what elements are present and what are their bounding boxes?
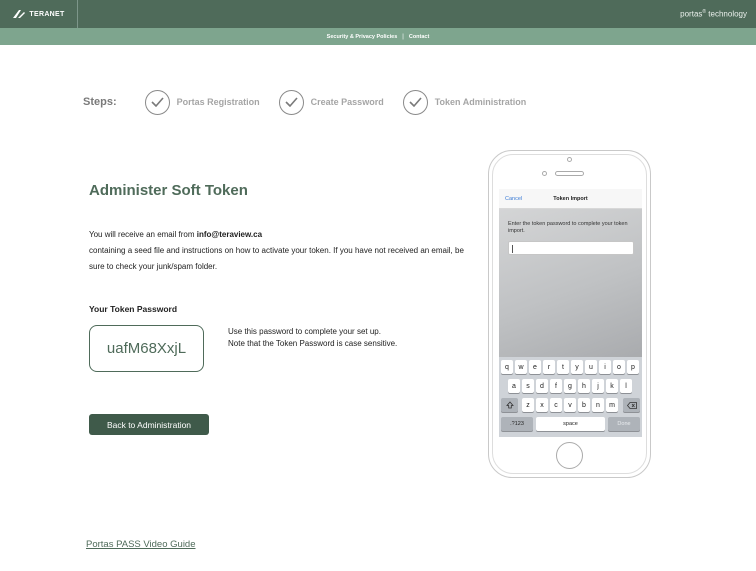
step-create-password [279, 90, 384, 115]
key: s [522, 379, 534, 393]
check-circle-icon [145, 90, 170, 115]
numbers-key: .?123 [501, 417, 533, 431]
link-separator: | [402, 33, 404, 40]
text-cursor [512, 245, 513, 253]
step-label: Create Password [310, 97, 384, 107]
keyboard-row-2 [499, 379, 642, 393]
key: l [620, 379, 632, 393]
phone-screen [499, 189, 642, 437]
screen-body [499, 209, 642, 357]
key: e [529, 360, 541, 374]
portas-technology-brand: portas® technology [680, 9, 747, 19]
key: x [536, 398, 548, 412]
screen-cancel-button: Cancel [505, 196, 523, 202]
sender-email: info@teraview.ca [196, 230, 263, 239]
intro-prefix: You will receive an email from [89, 230, 197, 239]
keyboard-row-3 [499, 398, 642, 412]
check-circle-icon [403, 90, 428, 115]
screen-password-input [508, 241, 634, 255]
teranet-logo-icon [12, 9, 26, 19]
key: g [564, 379, 576, 393]
key: n [592, 398, 604, 412]
back-to-administration-button[interactable]: Back to Administration [89, 414, 209, 435]
page-title: Administer Soft Token [89, 182, 248, 199]
screen-prompt: Enter the token password to complete your token import. [508, 221, 628, 234]
phone-illustration [488, 150, 651, 478]
video-guide-link[interactable]: Portas PASS Video Guide [86, 539, 196, 550]
key: m [606, 398, 618, 412]
key: w [515, 360, 527, 374]
key: d [536, 379, 548, 393]
token-note-line-1: Use this password to complete your set up. [228, 327, 381, 336]
intro-text [89, 227, 469, 275]
step-token-administration [403, 90, 527, 115]
screen-title: Token Import [553, 196, 588, 202]
token-password-heading: Your Token Password [89, 304, 178, 314]
key: y [571, 360, 583, 374]
camera-icon [567, 157, 572, 162]
logo-text: TERANET [29, 10, 65, 18]
keyboard-row-1 [499, 360, 642, 374]
space-key: space [536, 417, 605, 431]
token-note [228, 326, 397, 350]
key: p [627, 360, 639, 374]
key: h [578, 379, 590, 393]
key: r [543, 360, 555, 374]
sub-navigation [0, 28, 756, 45]
intro-rest: containing a seed file and instructions on how to activate your token. If you have not received an email, be sure to check your junk/spam folder. [89, 246, 464, 271]
check-circle-icon [279, 90, 304, 115]
key: b [578, 398, 590, 412]
key: k [606, 379, 618, 393]
home-button-icon [556, 442, 583, 469]
key: i [599, 360, 611, 374]
screen-nav-bar [499, 189, 642, 209]
contact-link[interactable]: Contact [408, 33, 430, 40]
key: t [557, 360, 569, 374]
security-privacy-link[interactable]: Security & Privacy Policies [326, 33, 398, 40]
teranet-logo[interactable] [0, 0, 78, 28]
sensor-icon [542, 171, 547, 176]
key: f [550, 379, 562, 393]
step-portas-registration [145, 90, 260, 115]
key: q [501, 360, 513, 374]
key: j [592, 379, 604, 393]
speaker-icon [555, 171, 584, 176]
step-label: Portas Registration [176, 97, 260, 107]
shift-key-icon [501, 398, 518, 412]
key: a [508, 379, 520, 393]
token-password-value[interactable]: uafM68XxjL [89, 325, 204, 372]
steps-label: Steps: [83, 96, 117, 108]
on-screen-keyboard [499, 357, 642, 437]
keyboard-row-4 [499, 417, 642, 431]
key: o [613, 360, 625, 374]
backspace-key-icon [623, 398, 640, 412]
key: u [585, 360, 597, 374]
key: v [564, 398, 576, 412]
token-note-line-2: Note that the Token Password is case sensitive. [228, 339, 398, 348]
key: z [522, 398, 534, 412]
done-key: Done [608, 417, 640, 431]
top-header [0, 0, 756, 28]
step-label: Token Administration [434, 97, 527, 107]
key: c [550, 398, 562, 412]
steps-progress [83, 88, 545, 116]
